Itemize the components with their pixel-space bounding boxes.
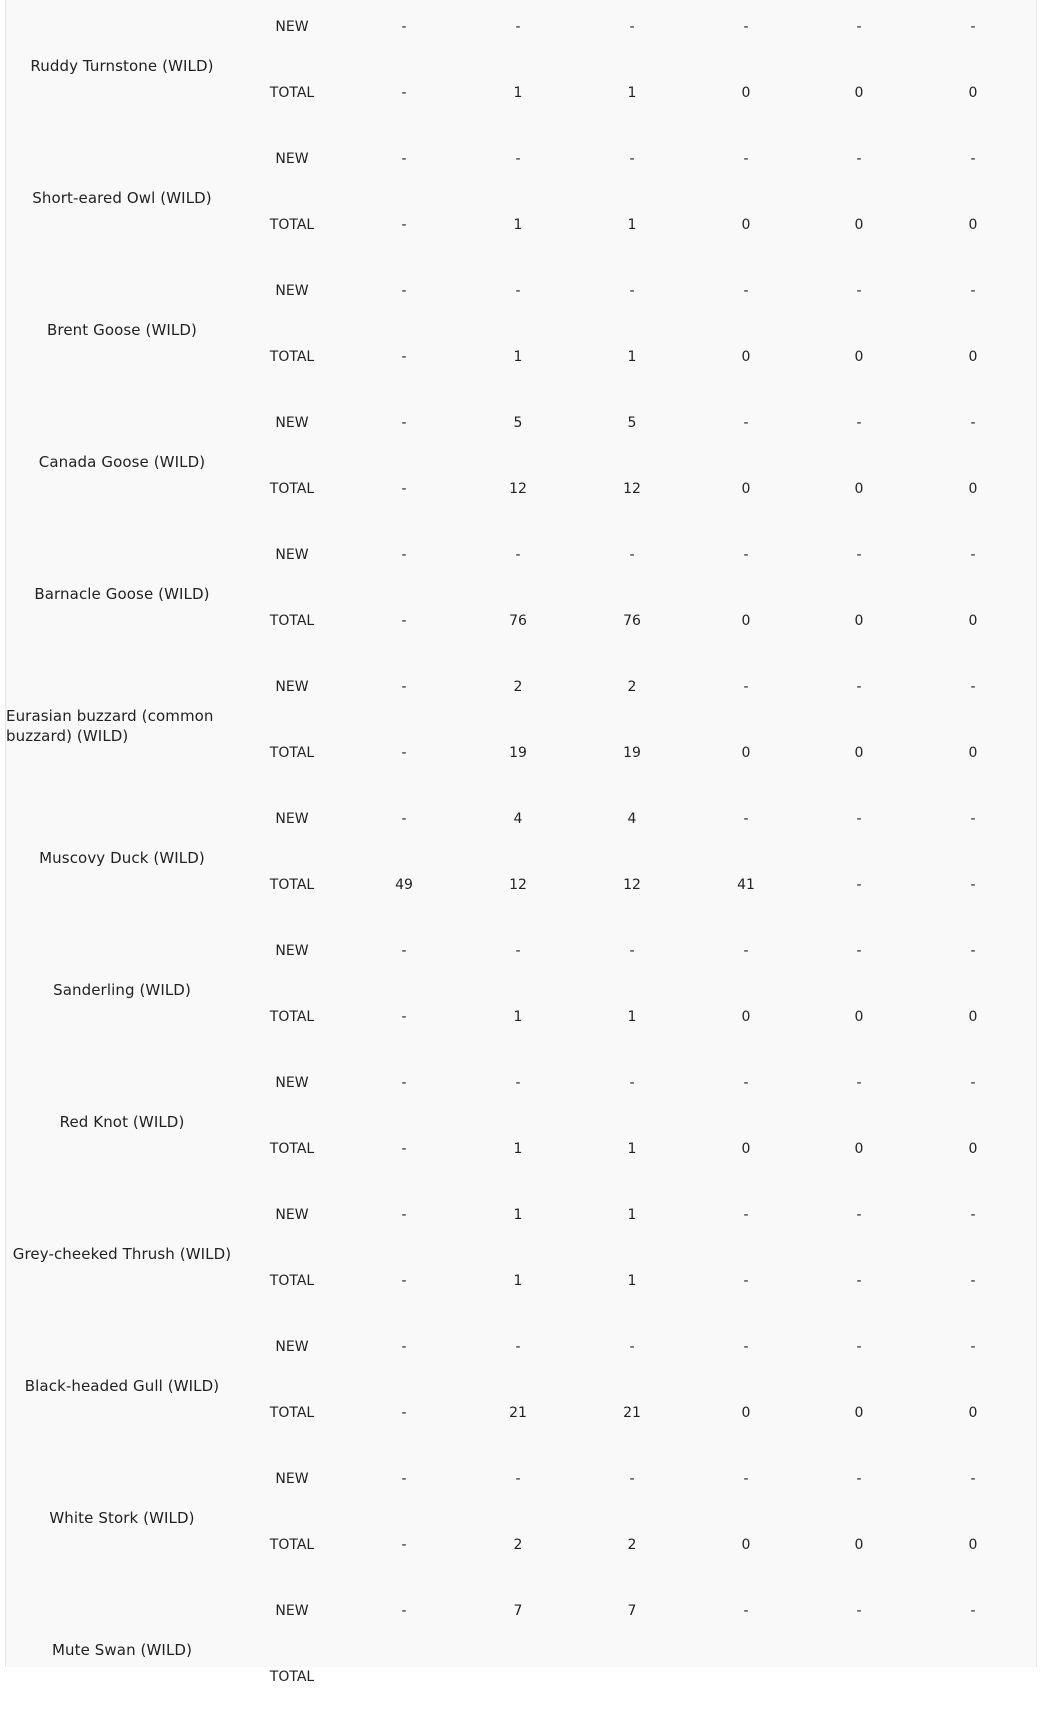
total-label: TOTAL xyxy=(269,1141,315,1157)
new-label: NEW xyxy=(275,679,309,695)
new-subrow xyxy=(6,1205,1038,1225)
value-cell: - xyxy=(743,1075,749,1091)
value-cell: 19 xyxy=(623,745,641,761)
species-name: Black-headed Gull (WILD) xyxy=(24,1377,220,1395)
value-cell: 0 xyxy=(968,481,978,497)
species-name: Red Knot (WILD) xyxy=(59,1113,185,1131)
value-cell: 0 xyxy=(854,349,864,365)
total-subrow xyxy=(6,1403,1038,1423)
species-row xyxy=(6,1056,1038,1188)
value-cell: - xyxy=(401,1405,407,1421)
value-cell: - xyxy=(743,943,749,959)
value-cell: 0 xyxy=(741,613,751,629)
species-row xyxy=(6,1584,1038,1716)
value-cell: 0 xyxy=(741,217,751,233)
new-subrow xyxy=(6,1469,1038,1489)
value-cell: - xyxy=(970,1207,976,1223)
value-cell xyxy=(364,1667,444,1687)
value-cell: - xyxy=(856,877,862,893)
new-subrow xyxy=(6,1337,1038,1357)
value-cell: 0 xyxy=(854,481,864,497)
value-cell: - xyxy=(856,415,862,431)
value-cell: - xyxy=(515,283,521,299)
new-subrow xyxy=(6,1601,1038,1621)
value-cell: - xyxy=(401,1471,407,1487)
value-cell: 0 xyxy=(968,217,978,233)
value-cell: 4 xyxy=(627,811,637,827)
value-cell: 0 xyxy=(854,1141,864,1157)
value-cell: - xyxy=(970,1273,976,1289)
value-cell: 76 xyxy=(509,613,527,629)
value-cell: - xyxy=(401,85,407,101)
value-cell: 4 xyxy=(513,811,523,827)
value-cell: 2 xyxy=(513,1537,523,1553)
total-label: TOTAL xyxy=(269,349,315,365)
species-name: Muscovy Duck (WILD) xyxy=(39,849,205,867)
value-cell: 1 xyxy=(627,1009,637,1025)
species-name: Ruddy Turnstone (WILD) xyxy=(30,57,214,75)
new-label: NEW xyxy=(275,1471,309,1487)
new-subrow xyxy=(6,545,1038,565)
total-label: TOTAL xyxy=(269,1009,315,1025)
species-name: Mute Swan (WILD) xyxy=(51,1641,193,1659)
species-row xyxy=(6,924,1038,1056)
total-label: TOTAL xyxy=(269,481,315,497)
value-cell: - xyxy=(401,1537,407,1553)
value-cell: - xyxy=(970,811,976,827)
value-cell: - xyxy=(629,943,635,959)
value-cell: - xyxy=(856,283,862,299)
value-cell: - xyxy=(743,547,749,563)
value-cell: - xyxy=(401,1339,407,1355)
new-label: NEW xyxy=(275,151,309,167)
total-subrow xyxy=(6,1139,1038,1159)
value-cell: - xyxy=(743,19,749,35)
total-label: TOTAL xyxy=(269,745,315,761)
value-cell: 1 xyxy=(627,85,637,101)
value-cell: 0 xyxy=(968,1009,978,1025)
value-cell: - xyxy=(629,19,635,35)
value-cell: - xyxy=(970,283,976,299)
value-cell: 21 xyxy=(623,1405,641,1421)
new-label: NEW xyxy=(275,1603,309,1619)
value-cell: - xyxy=(856,151,862,167)
value-cell: 0 xyxy=(741,1537,751,1553)
total-label: TOTAL xyxy=(269,1537,315,1553)
total-label: TOTAL xyxy=(269,613,315,629)
new-label: NEW xyxy=(275,283,309,299)
value-cell: - xyxy=(856,19,862,35)
value-cell: - xyxy=(856,547,862,563)
value-cell: 0 xyxy=(854,1537,864,1553)
new-label: NEW xyxy=(275,415,309,431)
value-cell: 0 xyxy=(968,349,978,365)
value-cell: 0 xyxy=(854,745,864,761)
total-label: TOTAL xyxy=(269,1669,315,1685)
value-cell: - xyxy=(970,679,976,695)
species-name: Eurasian buzzard (common buzzard) (WILD) xyxy=(6,707,214,745)
value-cell: - xyxy=(629,547,635,563)
value-cell: - xyxy=(401,349,407,365)
total-label: TOTAL xyxy=(269,85,315,101)
value-cell xyxy=(592,1667,672,1687)
value-cell: 0 xyxy=(968,1405,978,1421)
new-label: NEW xyxy=(275,943,309,959)
value-cell: 1 xyxy=(513,1207,523,1223)
value-cell: - xyxy=(743,679,749,695)
value-cell: - xyxy=(856,1339,862,1355)
species-table-panel xyxy=(5,0,1037,1685)
total-subrow xyxy=(6,83,1038,103)
value-cell: 12 xyxy=(509,481,527,497)
value-cell: 0 xyxy=(968,613,978,629)
new-subrow xyxy=(6,17,1038,37)
value-cell: 1 xyxy=(513,217,523,233)
species-table xyxy=(6,0,1038,1716)
species-row xyxy=(6,264,1038,396)
species-name: Barnacle Goose (WILD) xyxy=(34,585,210,603)
value-cell: 1 xyxy=(627,1273,637,1289)
new-subrow xyxy=(6,1073,1038,1093)
new-label: NEW xyxy=(275,811,309,827)
value-cell xyxy=(819,1667,899,1687)
value-cell: - xyxy=(401,943,407,959)
value-cell: 76 xyxy=(623,613,641,629)
value-cell: - xyxy=(856,811,862,827)
species-row xyxy=(6,528,1038,660)
value-cell: 7 xyxy=(627,1603,637,1619)
value-cell: 12 xyxy=(509,877,527,893)
species-row xyxy=(6,0,1038,132)
value-cell: 41 xyxy=(737,877,755,893)
value-cell: 0 xyxy=(968,745,978,761)
value-cell: - xyxy=(515,151,521,167)
value-cell: - xyxy=(970,151,976,167)
value-cell: - xyxy=(856,943,862,959)
value-cell: 1 xyxy=(627,1207,637,1223)
value-cell: - xyxy=(401,151,407,167)
value-cell: - xyxy=(743,1207,749,1223)
new-label: NEW xyxy=(275,1207,309,1223)
new-subrow xyxy=(6,149,1038,169)
new-label: NEW xyxy=(275,1339,309,1355)
value-cell: 0 xyxy=(741,1141,751,1157)
new-label: NEW xyxy=(275,1075,309,1091)
value-cell: - xyxy=(856,1207,862,1223)
total-label: TOTAL xyxy=(269,1405,315,1421)
value-cell: 1 xyxy=(513,1009,523,1025)
value-cell: - xyxy=(401,283,407,299)
new-subrow xyxy=(6,677,1038,697)
species-name: Short-eared Owl (WILD) xyxy=(32,189,212,207)
value-cell: - xyxy=(401,217,407,233)
value-cell: 1 xyxy=(627,217,637,233)
value-cell: 0 xyxy=(741,1009,751,1025)
value-cell: - xyxy=(515,1339,521,1355)
value-cell: - xyxy=(970,1339,976,1355)
value-cell: - xyxy=(743,811,749,827)
value-cell: 0 xyxy=(741,1405,751,1421)
new-label: NEW xyxy=(275,19,309,35)
value-cell: 0 xyxy=(854,613,864,629)
value-cell: 0 xyxy=(968,1141,978,1157)
value-cell: - xyxy=(401,679,407,695)
value-cell: 1 xyxy=(627,1141,637,1157)
value-cell xyxy=(933,1667,1013,1687)
species-name: Canada Goose (WILD) xyxy=(38,453,206,471)
value-cell: - xyxy=(401,1075,407,1091)
species-name: Brent Goose (WILD) xyxy=(47,321,197,339)
value-cell: - xyxy=(515,943,521,959)
species-row xyxy=(6,792,1038,924)
value-cell: - xyxy=(629,1075,635,1091)
value-cell: 0 xyxy=(854,1405,864,1421)
total-subrow xyxy=(6,743,1038,763)
value-cell: 5 xyxy=(513,415,523,431)
value-cell: - xyxy=(856,1075,862,1091)
value-cell: - xyxy=(629,283,635,299)
value-cell: 0 xyxy=(968,1537,978,1553)
value-cell: - xyxy=(743,283,749,299)
value-cell: - xyxy=(401,1009,407,1025)
value-cell: 12 xyxy=(623,481,641,497)
total-subrow xyxy=(6,1007,1038,1027)
value-cell: - xyxy=(401,811,407,827)
value-cell: - xyxy=(743,415,749,431)
value-cell: 1 xyxy=(513,1273,523,1289)
value-cell: - xyxy=(743,1603,749,1619)
value-cell: - xyxy=(743,1273,749,1289)
new-subrow xyxy=(6,941,1038,961)
species-row xyxy=(6,396,1038,528)
value-cell: - xyxy=(401,1603,407,1619)
value-cell: - xyxy=(970,943,976,959)
value-cell: 1 xyxy=(513,349,523,365)
new-subrow xyxy=(6,413,1038,433)
value-cell: 19 xyxy=(509,745,527,761)
species-row xyxy=(6,1188,1038,1320)
species-name: Sanderling (WILD) xyxy=(53,981,191,999)
value-cell: 0 xyxy=(854,217,864,233)
value-cell: - xyxy=(401,481,407,497)
value-cell: - xyxy=(856,1603,862,1619)
total-label: TOTAL xyxy=(269,1273,315,1289)
value-cell: - xyxy=(401,19,407,35)
value-cell: - xyxy=(970,1471,976,1487)
total-subrow xyxy=(6,1271,1038,1291)
value-cell: - xyxy=(856,1273,862,1289)
value-cell: - xyxy=(970,1603,976,1619)
total-subrow xyxy=(6,1667,1038,1687)
total-label: TOTAL xyxy=(269,877,315,893)
value-cell: - xyxy=(743,1339,749,1355)
value-cell xyxy=(478,1667,558,1687)
value-cell: 0 xyxy=(968,85,978,101)
value-cell: 7 xyxy=(513,1603,523,1619)
value-cell: - xyxy=(401,415,407,431)
value-cell: - xyxy=(629,151,635,167)
value-cell: 1 xyxy=(627,349,637,365)
value-cell: 21 xyxy=(509,1405,527,1421)
value-cell: - xyxy=(401,1273,407,1289)
value-cell: - xyxy=(970,415,976,431)
value-cell: 2 xyxy=(513,679,523,695)
value-cell: 0 xyxy=(741,349,751,365)
value-cell: - xyxy=(970,547,976,563)
value-cell: 1 xyxy=(513,1141,523,1157)
value-cell: - xyxy=(515,19,521,35)
value-cell: - xyxy=(515,1075,521,1091)
value-cell: - xyxy=(401,1141,407,1157)
value-cell: 0 xyxy=(741,481,751,497)
value-cell: - xyxy=(743,151,749,167)
total-subrow xyxy=(6,347,1038,367)
value-cell: - xyxy=(515,1471,521,1487)
species-row xyxy=(6,1452,1038,1584)
value-cell: - xyxy=(970,877,976,893)
value-cell: 0 xyxy=(741,745,751,761)
value-cell: - xyxy=(856,679,862,695)
value-cell: 12 xyxy=(623,877,641,893)
new-label: NEW xyxy=(275,547,309,563)
value-cell: - xyxy=(970,19,976,35)
species-row xyxy=(6,660,1038,792)
total-subrow xyxy=(6,611,1038,631)
value-cell: - xyxy=(970,1075,976,1091)
total-subrow xyxy=(6,215,1038,235)
value-cell: 49 xyxy=(395,877,413,893)
value-cell: - xyxy=(856,1471,862,1487)
species-name: Grey-cheeked Thrush (WILD) xyxy=(12,1245,232,1263)
value-cell: - xyxy=(401,745,407,761)
value-cell: - xyxy=(401,613,407,629)
value-cell: - xyxy=(515,547,521,563)
value-cell: - xyxy=(401,1207,407,1223)
value-cell xyxy=(706,1667,786,1687)
value-cell: 0 xyxy=(854,1009,864,1025)
value-cell: 2 xyxy=(627,679,637,695)
total-subrow xyxy=(6,479,1038,499)
total-subrow xyxy=(6,1535,1038,1555)
value-cell: - xyxy=(629,1339,635,1355)
species-row xyxy=(6,132,1038,264)
value-cell: - xyxy=(629,1471,635,1487)
new-subrow xyxy=(6,809,1038,829)
new-subrow xyxy=(6,281,1038,301)
value-cell: - xyxy=(401,547,407,563)
value-cell: 0 xyxy=(741,85,751,101)
species-row xyxy=(6,1320,1038,1452)
value-cell: - xyxy=(743,1471,749,1487)
total-subrow xyxy=(6,875,1038,895)
value-cell: 1 xyxy=(513,85,523,101)
value-cell: 5 xyxy=(627,415,637,431)
species-name: White Stork (WILD) xyxy=(49,1509,195,1527)
value-cell: 0 xyxy=(854,85,864,101)
value-cell: 2 xyxy=(627,1537,637,1553)
total-label: TOTAL xyxy=(269,217,315,233)
